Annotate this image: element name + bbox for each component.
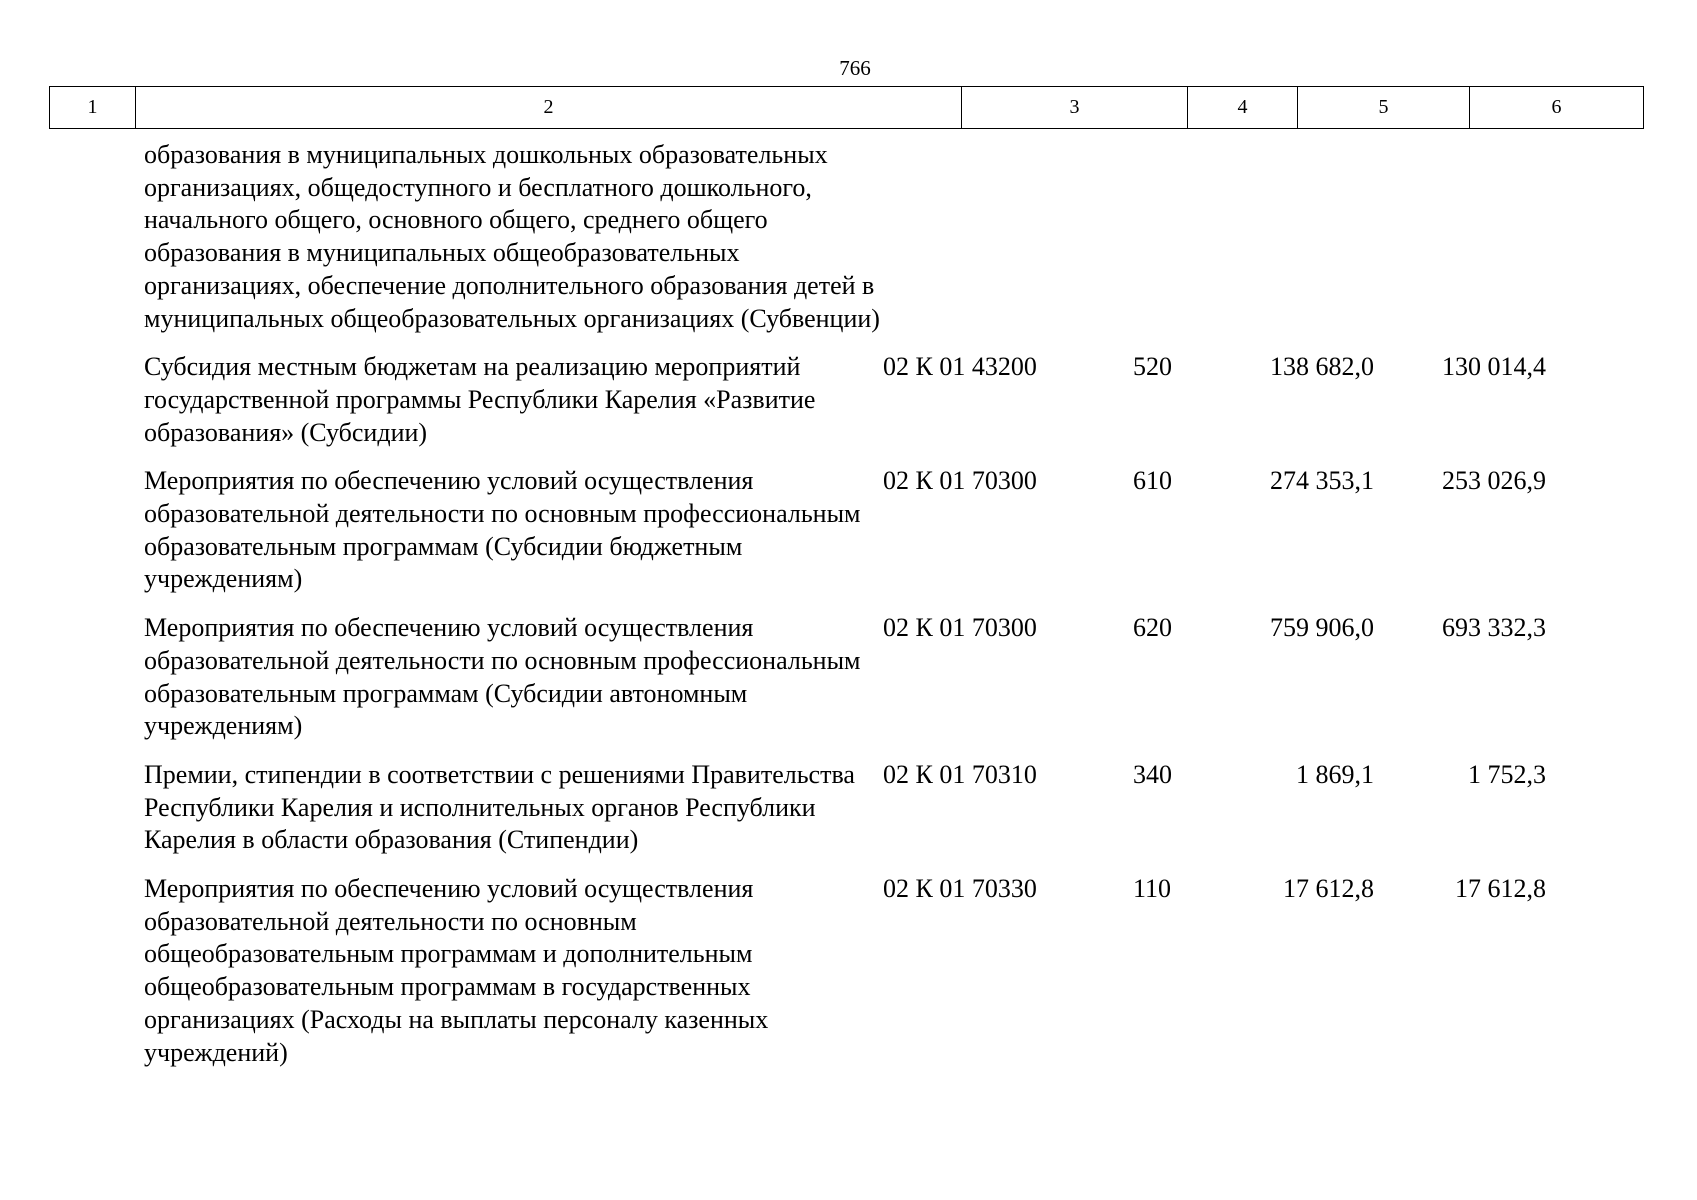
amount-column-5: 1 869,1 xyxy=(1296,759,1374,789)
row-description xyxy=(49,873,875,1069)
amount-column-5: 274 353,1 xyxy=(1270,466,1374,496)
description-line: организациях, обеспечение дополнительного образования детей в xyxy=(144,270,875,300)
table-row xyxy=(49,351,1643,449)
table-row xyxy=(49,465,1643,596)
description-line: организациях, общедоступного и бесплатного дошкольного, xyxy=(144,172,812,202)
amount-column-6: 17 612,8 xyxy=(1455,874,1546,904)
description-line: образования» (Субсидии) xyxy=(144,417,428,447)
header-row xyxy=(50,87,1644,129)
description-line: общеобразовательным программам в государственных xyxy=(144,972,751,1002)
column-header-1: 1 xyxy=(50,87,136,129)
description-line: организациях (Расходы на выплаты персоналу казенных xyxy=(144,1004,769,1034)
amount-column-6: 253 026,9 xyxy=(1442,466,1546,496)
expense-type-code: 520 xyxy=(1133,352,1172,382)
description-line: учреждений) xyxy=(144,1037,288,1067)
table-row xyxy=(49,139,1643,335)
description-line: Субсидия местным бюджетам на реализацию мероприятий xyxy=(144,352,801,382)
budget-table-body xyxy=(49,139,1643,1069)
description-line: образования в муниципальных дошкольных образовательных xyxy=(144,140,828,169)
description-line: муниципальных общеобразовательных организациях (Субвенции) xyxy=(144,303,880,333)
target-article-code: 02 К 01 70300 xyxy=(883,613,1037,643)
expense-type-code: 610 xyxy=(1133,466,1172,496)
row-description xyxy=(49,465,875,596)
page-number: 766 xyxy=(839,56,871,80)
target-article-code: 02 К 01 70310 xyxy=(883,759,1037,789)
description-line: Премии, стипендии в соответствии с решениями Правительства xyxy=(144,759,855,789)
column-header-6: 6 xyxy=(1470,87,1644,129)
amount-column-6: 693 332,3 xyxy=(1442,613,1546,643)
description-line: Мероприятия по обеспечению условий осуществления xyxy=(144,874,754,904)
description-line: образовательной деятельности по основным xyxy=(144,906,637,936)
row-description xyxy=(49,139,880,335)
row-description xyxy=(49,351,875,449)
description-line: Мероприятия по обеспечению условий осуществления xyxy=(144,466,754,496)
column-header-4: 4 xyxy=(1188,87,1298,129)
description-line: государственной программы Республики Карелия «Развитие xyxy=(144,384,816,414)
column-number-header xyxy=(49,86,1644,129)
target-article-code: 02 К 01 70300 xyxy=(883,466,1037,496)
table-row xyxy=(49,612,1643,743)
description-line: образовательным программам (Субсидии автономным xyxy=(144,678,748,708)
target-article-code: 02 К 01 43200 xyxy=(883,352,1037,382)
description-line: Мероприятия по обеспечению условий осуществления xyxy=(144,613,754,643)
description-line: образовательной деятельности по основным профессиональным xyxy=(144,645,861,675)
table-row xyxy=(49,873,1643,1069)
description-line: учреждениям) xyxy=(144,564,303,594)
amount-column-5: 138 682,0 xyxy=(1270,352,1374,382)
column-header-3: 3 xyxy=(962,87,1188,129)
column-header-5: 5 xyxy=(1298,87,1470,129)
amount-column-6: 130 014,4 xyxy=(1442,352,1546,382)
expense-type-code: 110 xyxy=(1133,874,1172,904)
row-description xyxy=(49,759,875,857)
description-line: Карелия в области образования (Стипендии) xyxy=(144,825,639,855)
description-line: начального общего, основного общего, среднего общего xyxy=(144,205,768,235)
description-line: образования в муниципальных общеобразовательных xyxy=(144,238,740,268)
amount-column-5: 759 906,0 xyxy=(1270,613,1374,643)
description-line: общеобразовательным программам и дополнительным xyxy=(144,939,753,969)
expense-type-code: 340 xyxy=(1133,759,1172,789)
target-article-code: 02 К 01 70330 xyxy=(883,874,1037,904)
row-description xyxy=(49,612,875,743)
description-line: учреждениям) xyxy=(144,711,303,741)
expense-type-code: 620 xyxy=(1133,613,1172,643)
description-line: Республики Карелия и исполнительных органов Республики xyxy=(144,792,816,822)
amount-column-5: 17 612,8 xyxy=(1283,874,1374,904)
column-header-2: 2 xyxy=(136,87,962,129)
description-line: образовательным программам (Субсидии бюджетным xyxy=(144,531,743,561)
table-row xyxy=(49,759,1643,857)
description-line: образовательной деятельности по основным профессиональным xyxy=(144,499,861,529)
amount-column-6: 1 752,3 xyxy=(1468,759,1546,789)
